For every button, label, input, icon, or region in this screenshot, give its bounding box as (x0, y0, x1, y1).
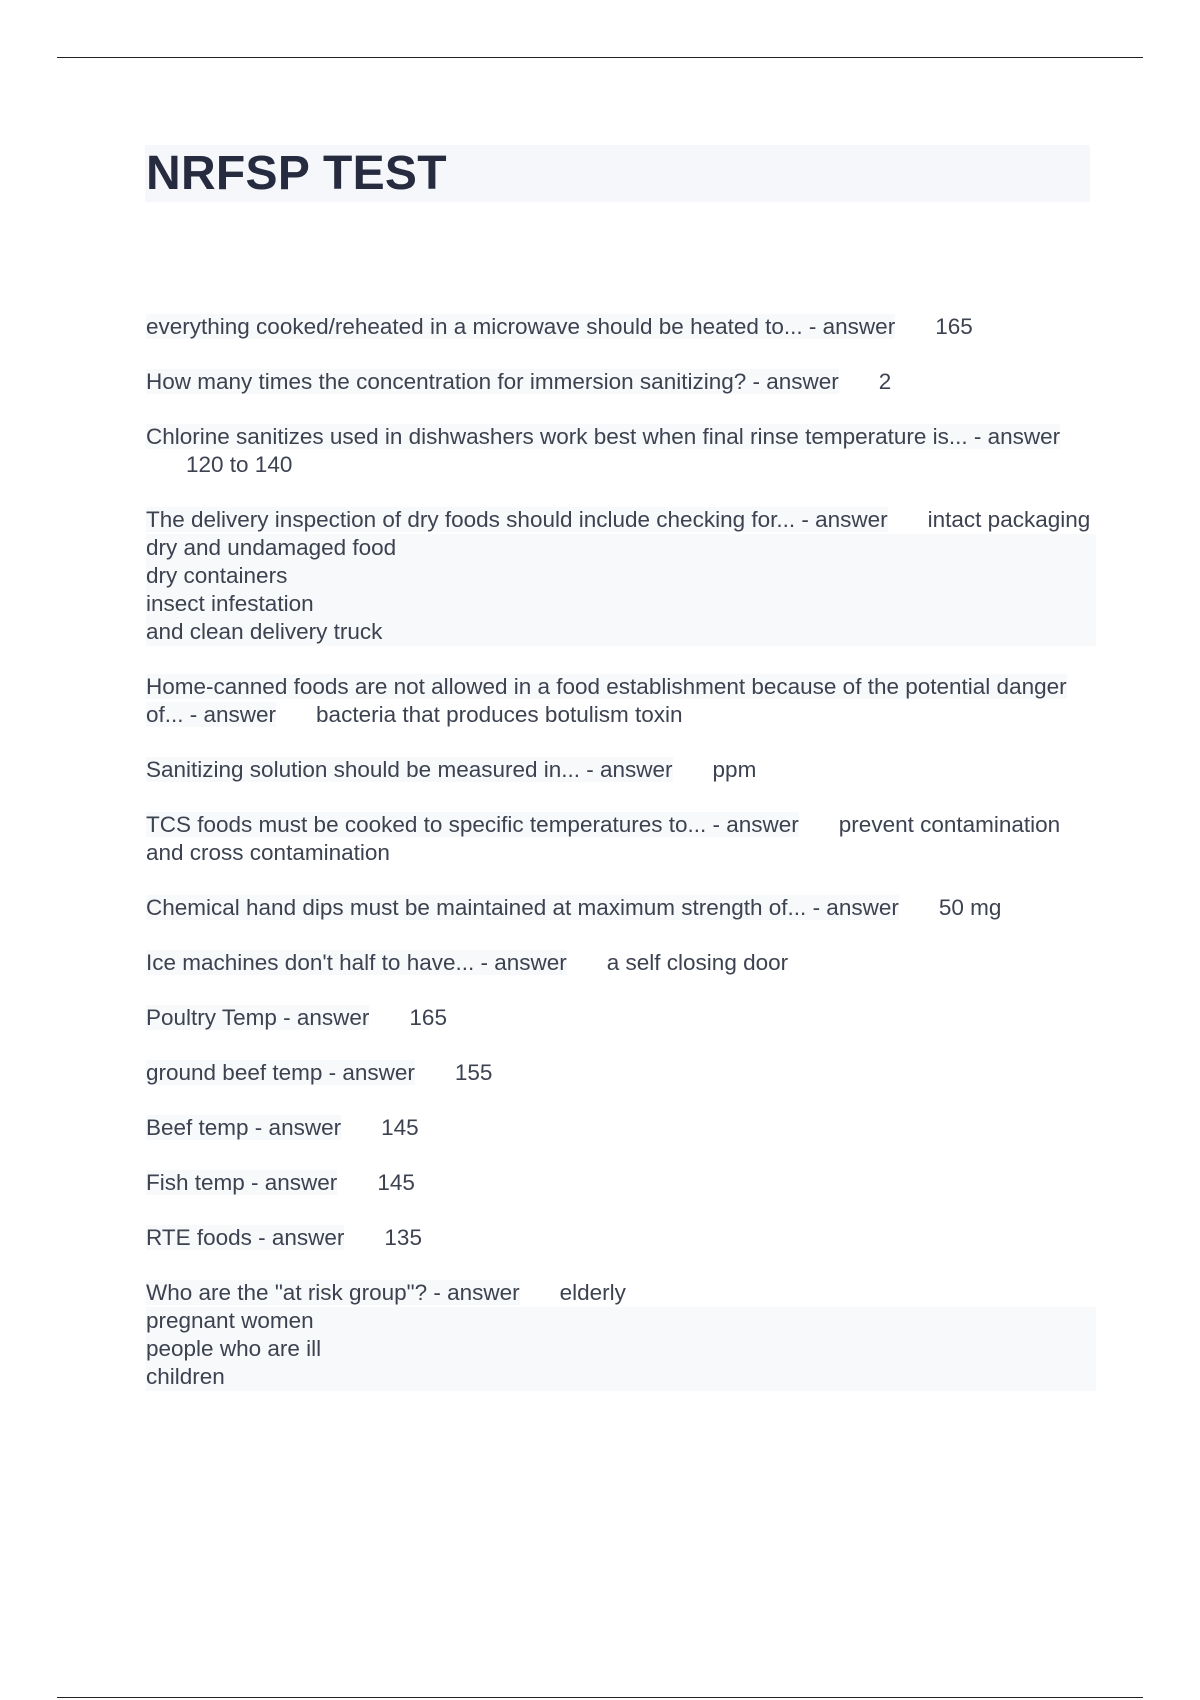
answer-line: insect infestation (146, 590, 1096, 618)
question: The delivery inspection of dry foods should include checking for... - answer (146, 507, 888, 532)
answer: 165 (409, 1005, 447, 1030)
qa-item (146, 1169, 1096, 1197)
bottom-rule (57, 1697, 1143, 1698)
answer: 50 mg (938, 895, 1002, 920)
answer: 120 to 140 (186, 452, 293, 477)
qa-item (146, 756, 1096, 784)
question: Ice machines don't half to have... - answer (146, 950, 567, 975)
answer: 145 (377, 1170, 415, 1195)
answer-line: and clean delivery truck (146, 618, 1096, 646)
answer: 155 (454, 1060, 493, 1085)
qa-list (146, 313, 1096, 1418)
answer-line: children (146, 1363, 1096, 1391)
answer: a self closing door (606, 950, 789, 975)
question: Chlorine sanitizes used in dishwashers work best when final rinse temperature is... - answer (146, 424, 1061, 449)
answer: 145 (381, 1115, 419, 1140)
qa-item (146, 673, 1096, 729)
answer: 135 (384, 1225, 422, 1250)
qa-item (146, 423, 1096, 479)
question: Sanitizing solution should be measured in... - answer (146, 757, 673, 782)
question: Poultry Temp - answer (146, 1005, 370, 1030)
qa-item (146, 1224, 1096, 1252)
page-title: NRFSP TEST (146, 147, 447, 200)
question: RTE foods - answer (146, 1225, 345, 1250)
answer: intact packaging (927, 507, 1091, 532)
qa-item (146, 1004, 1096, 1032)
qa-item (146, 506, 1096, 646)
answer-line: pregnant women (146, 1307, 1096, 1335)
qa-item (146, 949, 1096, 977)
question: TCS foods must be cooked to specific temperatures to... - answer (146, 812, 799, 837)
answer-line: dry and undamaged food (146, 534, 1096, 562)
answer: 2 (878, 369, 892, 394)
question: Fish temp - answer (146, 1170, 338, 1195)
qa-item (146, 894, 1096, 922)
qa-item (146, 1114, 1096, 1142)
answer-line: dry containers (146, 562, 1096, 590)
question: Chemical hand dips must be maintained at maximum strength of... - answer (146, 895, 899, 920)
answer-line: people who are ill (146, 1335, 1096, 1363)
qa-item (146, 1279, 1096, 1391)
qa-item (146, 313, 1096, 341)
qa-item (146, 1059, 1096, 1087)
qa-item (146, 368, 1096, 396)
answer: elderly (559, 1280, 626, 1305)
question: Beef temp - answer (146, 1115, 342, 1140)
question: Who are the "at risk group"? - answer (146, 1280, 520, 1305)
question: ground beef temp - answer (146, 1060, 415, 1085)
qa-item (146, 811, 1096, 867)
answer: prevent contamination and cross contamination (146, 812, 1061, 865)
question: Home-canned foods are not allowed in a food establishment because of the potential danger of... - answer (146, 674, 1067, 727)
answer: ppm (712, 757, 757, 782)
top-rule (57, 57, 1143, 58)
question: How many times the concentration for immersion sanitizing? - answer (146, 369, 839, 394)
answer: bacteria that produces botulism toxin (316, 702, 683, 727)
question: everything cooked/reheated in a microwave should be heated to... - answer (146, 314, 896, 339)
answer: 165 (935, 314, 973, 339)
